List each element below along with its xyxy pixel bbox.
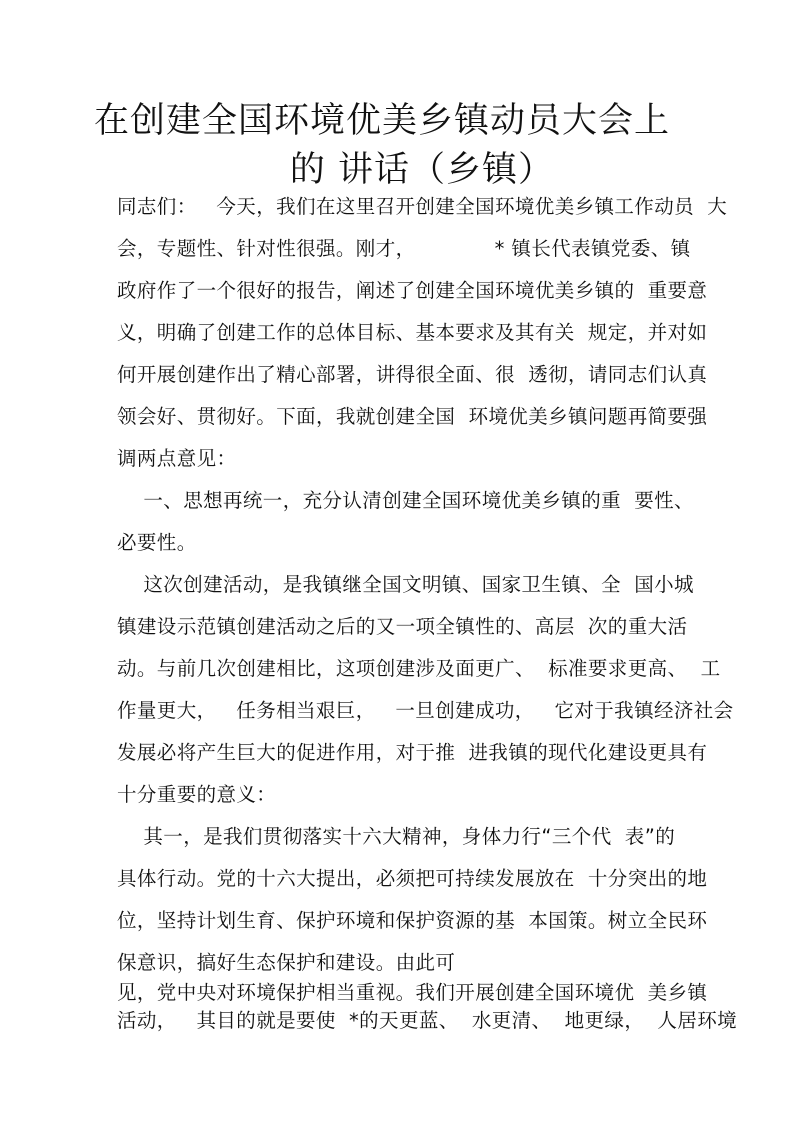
- body-line: 其一，是我们贯彻落实十六大精神，身体力行“三个代 表”的: [117, 825, 676, 848]
- body-line: 十分重要的意义：: [117, 783, 277, 806]
- body-line: 何开展创建作出了精心部署，讲得很全面、很 透彻，请同志们认真: [117, 363, 708, 386]
- body-line: 活动， 其目的就是要使 *的天更蓝、 水更清、 地更绿， 人居环境: [117, 1009, 738, 1032]
- section-heading-line: 必要性。: [117, 531, 197, 554]
- body-line: 位，坚持计划生育、保护环境和保护资源的基 本国策。树立全民环: [117, 909, 708, 932]
- body-line: 政府作了一个很好的报告，阐述了创建全国环境优美乡镇的 重要意: [117, 279, 708, 302]
- body-line: 动。与前几次创建相比，这项创建涉及面更广、 标准要求更高、 工: [117, 657, 721, 680]
- body-line: 发展必将产生巨大的促进作用，对于推 进我镇的现代化建设更具有: [117, 741, 708, 764]
- document-title-line-1: 在创建全国环境优美乡镇动员大会上: [93, 101, 670, 141]
- body-line: 保意识，搞好生态保护和建设。由此可: [117, 951, 456, 974]
- body-line: 镇建设示范镇创建活动之后的又一项全镇性的、高层 次的重大活: [117, 615, 688, 638]
- body-line: 领会好、贯彻好。下面，我就创建全国 环境优美乡镇问题再简要强: [117, 405, 708, 428]
- body-line: 见，党中央对环境保护相当重视。我们开展创建全国环境优 美乡镇: [117, 981, 708, 1004]
- body-line: 这次创建活动，是我镇继全国文明镇、国家卫生镇、全 国小城: [117, 573, 694, 596]
- section-heading-line: 一、思想再统一，充分认清创建全国环境优美乡镇的重 要性、: [117, 489, 694, 512]
- body-line: 义，明确了创建工作的总体目标、基本要求及其有关 规定，并对如: [117, 321, 708, 344]
- body-line: 会，专题性、针对性很强。刚才， * 镇长代表镇党委、镇: [117, 237, 691, 260]
- body-line: 具体行动。党的十六大提出，必须把可持续发展放在 十分突出的地: [117, 867, 708, 890]
- body-line: 同志们： 今天，我们在这里召开创建全国环境优美乡镇工作动员 大: [117, 195, 728, 218]
- body-line: 调两点意见：: [117, 447, 237, 470]
- document-title-line-2: 的 讲话（乡镇）: [289, 150, 555, 190]
- body-line: 作量更大， 任务相当艰巨， 一旦创建成功， 它对于我镇经济社会: [117, 699, 734, 722]
